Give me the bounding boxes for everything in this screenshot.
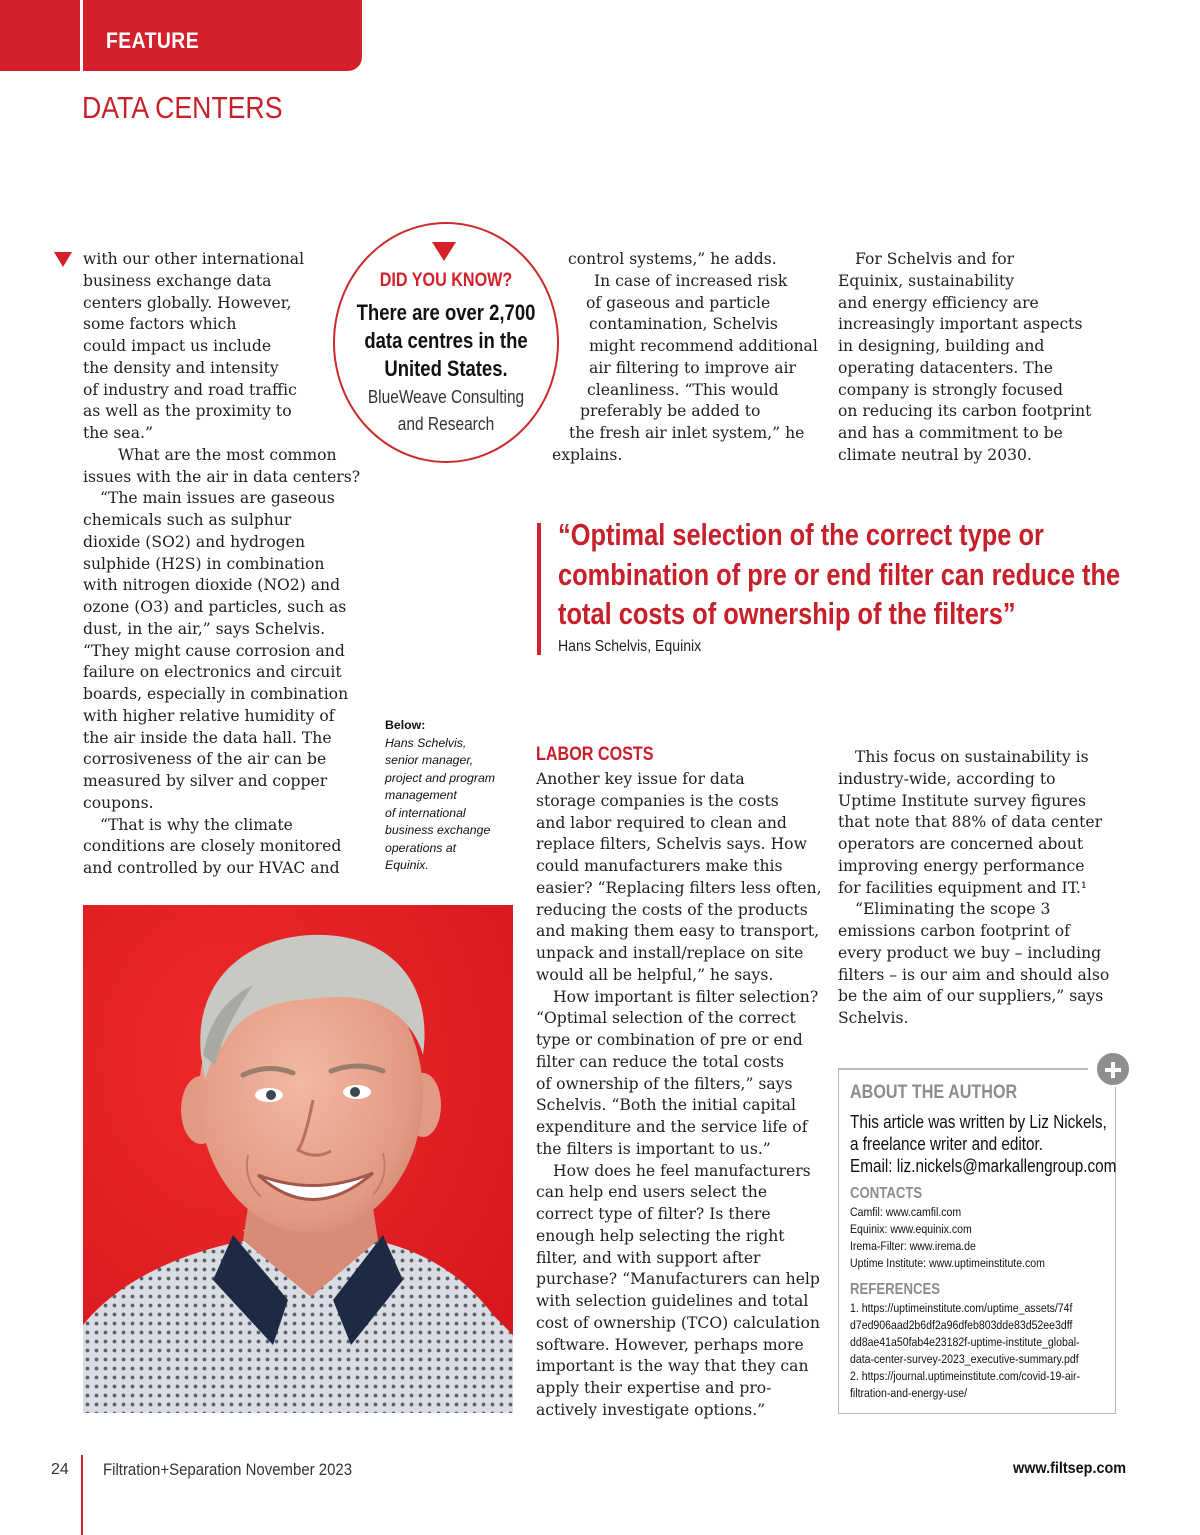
text-line: and making them easy to transport, bbox=[536, 922, 820, 941]
text-line: “That is why the climate bbox=[100, 815, 293, 834]
contacts-heading: CONTACTS bbox=[850, 1185, 923, 1202]
text-line: with nitrogen dioxide (NO2) and bbox=[83, 576, 341, 595]
labor-costs-heading: LABOR COSTS bbox=[536, 744, 654, 765]
text-line: What are the most common bbox=[118, 445, 337, 464]
text-line: type or combination of pre or end bbox=[536, 1031, 803, 1049]
text-line: “Optimal selection of the correct bbox=[536, 1009, 796, 1028]
footer-divider bbox=[81, 1455, 83, 1535]
text-line: the fresh air inlet system,” he bbox=[569, 424, 805, 442]
text-line: storage companies is the costs bbox=[536, 791, 779, 810]
caption-line: of international bbox=[385, 805, 466, 820]
text-line: failure on electronics and circuit bbox=[83, 663, 342, 682]
triangle-marker-icon bbox=[54, 252, 72, 267]
text-line: Schelvis. “Both the initial capital bbox=[536, 1096, 797, 1115]
about-author-heading: ABOUT THE AUTHOR bbox=[850, 1082, 1018, 1103]
text-line: ozone (O3) and particles, such as bbox=[83, 598, 347, 616]
column-1 bbox=[83, 249, 360, 880]
text-line: in designing, building and bbox=[838, 337, 1045, 355]
page-number: 24 bbox=[51, 1461, 69, 1478]
text-line: Schelvis. bbox=[838, 1009, 909, 1027]
text-line: This focus on sustainability is bbox=[855, 748, 1089, 766]
text-line: coupons. bbox=[83, 793, 154, 812]
text-line: measured by silver and copper bbox=[83, 772, 328, 790]
about-author-text bbox=[850, 1111, 1116, 1177]
text-line: “Eliminating the scope 3 bbox=[855, 900, 1051, 919]
about-line: This article was written by Liz Nickels, bbox=[850, 1112, 1107, 1132]
plus-icon bbox=[1095, 1051, 1131, 1087]
text-line: as well as the proximity to bbox=[83, 402, 292, 421]
text-line: increasingly important aspects bbox=[838, 315, 1083, 334]
text-line: expenditure and the service life of bbox=[536, 1118, 808, 1136]
text-line: emissions carbon footprint of bbox=[838, 922, 1070, 940]
text-line: How important is filter selection? bbox=[553, 987, 819, 1006]
source-line: BlueWeave Consulting bbox=[367, 387, 525, 407]
magazine-issue: Filtration+Separation November 2023 bbox=[103, 1460, 353, 1479]
text-line: of industry and road traffic bbox=[83, 380, 297, 399]
text-line: replace filters, Schelvis says. How bbox=[536, 835, 807, 854]
text-line: cost of ownership (TCO) calculation bbox=[536, 1313, 820, 1332]
did-you-know-title: DID YOU KNOW? bbox=[379, 270, 513, 291]
reference-item: data-center-survey-2023_executive-summary.pdf bbox=[850, 1352, 1079, 1366]
text-line: unpack and install/replace on site bbox=[536, 944, 804, 962]
author-email: Email: liz.nickels@markallengroup.com bbox=[850, 1156, 1117, 1176]
caption-line: senior manager, bbox=[385, 753, 474, 767]
text-line: on reducing its carbon footprint bbox=[838, 402, 1092, 421]
column-4 bbox=[838, 747, 1109, 1030]
text-line: boards, especially in combination bbox=[83, 685, 349, 703]
section-title: DATA CENTERS bbox=[82, 90, 283, 125]
text-line: issues with the air in data centers? bbox=[83, 467, 361, 486]
text-line: contamination, Schelvis bbox=[589, 315, 778, 334]
column-2 bbox=[552, 249, 818, 467]
contact-item: Uptime Institute: www.uptimeinstitute.com bbox=[850, 1256, 1045, 1270]
reference-item: 2. https://journal.uptimeinstitute.com/covid-19-air- bbox=[850, 1369, 1081, 1383]
text-line: Equinix, sustainability bbox=[838, 271, 1015, 290]
caption-line: management bbox=[385, 788, 457, 802]
text-line: company is strongly focused bbox=[838, 380, 1063, 399]
text-line: cleanliness. “This would bbox=[587, 380, 779, 399]
text-line: conditions are closely monitored bbox=[83, 837, 342, 856]
pull-quote-bar bbox=[537, 523, 541, 655]
text-line: filters – is our aim and should also bbox=[838, 965, 1110, 984]
references-list bbox=[850, 1300, 1080, 1402]
text-line: “The main issues are gaseous bbox=[100, 489, 335, 508]
text-line: control systems,” he adds. bbox=[568, 250, 777, 268]
text-line: For Schelvis and for bbox=[855, 250, 1015, 268]
fact-line: data centres in the bbox=[364, 328, 528, 353]
text-line: with selection guidelines and total bbox=[536, 1292, 809, 1310]
text-line: centers globally. However, bbox=[83, 293, 292, 312]
did-you-know-source bbox=[349, 384, 543, 438]
did-you-know-fact bbox=[351, 299, 541, 383]
text-line: air filtering to improve air bbox=[589, 358, 796, 377]
reference-item: 1. https://uptimeinstitute.com/uptime_assets/74f bbox=[850, 1301, 1073, 1315]
website-link[interactable]: www.filtsep.com bbox=[1013, 1460, 1127, 1477]
text-line: Another key issue for data bbox=[536, 770, 745, 788]
reference-item: filtration-and-energy-use/ bbox=[850, 1386, 968, 1400]
caption-label: Below: bbox=[385, 718, 426, 732]
text-line: correct type of filter? Is there bbox=[536, 1205, 771, 1223]
text-line: Uptime Institute survey figures bbox=[838, 791, 1086, 810]
text-line: reducing the costs of the products bbox=[536, 900, 808, 919]
text-line: be the aim of our suppliers,” says bbox=[838, 987, 1104, 1006]
text-line: corrosiveness of the air can be bbox=[83, 750, 327, 769]
text-line: business exchange data bbox=[83, 271, 272, 290]
reference-item: d7ed906aad2b6df2a96dfeb803dde83d52ee3dff bbox=[850, 1318, 1073, 1332]
text-line: with higher relative humidity of bbox=[83, 706, 335, 725]
text-line: might recommend additional bbox=[589, 337, 818, 355]
text-line: could impact us include bbox=[83, 337, 272, 355]
about-line: a freelance writer and editor. bbox=[850, 1134, 1044, 1154]
source-line: and Research bbox=[397, 414, 495, 434]
text-line: and has a commitment to be bbox=[838, 424, 1063, 442]
pull-quote-line: combination of pre or end filter can reduce the bbox=[558, 556, 1121, 592]
text-line: purchase? “Manufacturers can help bbox=[536, 1270, 820, 1289]
labor-costs-column bbox=[536, 769, 822, 1422]
text-line: actively investigate options.” bbox=[536, 1400, 766, 1419]
pull-quote-line: “Optimal selection of the correct type or bbox=[558, 517, 1044, 552]
text-line: some factors which bbox=[83, 315, 237, 334]
text-line: dust, in the air,” says Schelvis. bbox=[83, 619, 326, 638]
text-line: easier? “Replacing filters less often, bbox=[536, 878, 822, 897]
fact-line: There are over 2,700 bbox=[356, 300, 536, 325]
contact-item: Equinix: www.equinix.com bbox=[850, 1222, 972, 1236]
photo-caption bbox=[385, 717, 495, 875]
text-line: enough help selecting the right bbox=[536, 1226, 785, 1245]
text-line: operating datacenters. The bbox=[838, 358, 1053, 377]
text-line: operators are concerned about bbox=[838, 835, 1084, 853]
text-line: software. However, perhaps more bbox=[536, 1335, 804, 1354]
reference-item: dd8ae41a50fab4e23182f-uptime-institute_global- bbox=[850, 1335, 1080, 1349]
text-line: the air inside the data hall. The bbox=[83, 728, 332, 747]
pull-quote-author: Hans Schelvis, Equinix bbox=[558, 638, 702, 655]
text-line: of ownership of the filters,” says bbox=[536, 1074, 793, 1093]
text-line: explains. bbox=[552, 445, 623, 464]
text-line: preferably be added to bbox=[580, 402, 761, 421]
triangle-marker-icon bbox=[432, 242, 456, 261]
contact-item: Irema-Filter: www.irema.de bbox=[850, 1239, 976, 1253]
references-heading: REFERENCES bbox=[850, 1281, 941, 1298]
text-line: industry-wide, according to bbox=[838, 769, 1056, 788]
text-line: of gaseous and particle bbox=[586, 293, 771, 312]
text-line: chemicals such as sulphur bbox=[83, 511, 292, 529]
text-line: with our other international bbox=[83, 250, 305, 268]
text-line: filter can reduce the total costs bbox=[536, 1052, 785, 1071]
text-line: climate neutral by 2030. bbox=[838, 445, 1032, 464]
portrait-photo bbox=[83, 905, 513, 1413]
text-line: dioxide (SO2) and hydrogen bbox=[83, 532, 306, 551]
text-line: How does he feel manufacturers bbox=[553, 1161, 811, 1180]
text-line: filter, and with support after bbox=[536, 1248, 761, 1267]
text-line: improving energy performance bbox=[838, 856, 1085, 875]
text-line: In case of increased risk bbox=[594, 271, 788, 290]
caption-line: Equinix. bbox=[385, 858, 429, 872]
text-line: and labor required to clean and bbox=[536, 813, 787, 832]
pull-quote bbox=[558, 515, 1121, 634]
fact-line: United States. bbox=[384, 356, 508, 381]
text-line: would all be helpful,” he says. bbox=[536, 965, 774, 984]
contacts-list bbox=[850, 1204, 1045, 1272]
text-line: every product we buy – including bbox=[838, 943, 1102, 962]
text-line: and energy efficiency are bbox=[838, 293, 1039, 312]
text-line: that note that 88% of data center bbox=[838, 813, 1103, 832]
caption-line: business exchange bbox=[385, 823, 491, 837]
text-line: apply their expertise and pro- bbox=[536, 1379, 772, 1397]
feature-label: FEATURE bbox=[106, 28, 200, 53]
text-line: the filters is important to us.” bbox=[536, 1139, 771, 1158]
caption-line: Hans Schelvis, bbox=[385, 735, 467, 750]
pull-quote-line: total costs of ownership of the filters” bbox=[558, 596, 1016, 631]
text-line: sulphide (H2S) in combination bbox=[83, 554, 325, 573]
text-line: can help end users select the bbox=[536, 1183, 768, 1202]
text-line: and controlled by our HVAC and bbox=[83, 859, 340, 877]
caption-line: project and program bbox=[385, 770, 496, 785]
portrait-illustration bbox=[83, 905, 513, 1413]
text-line: for facilities equipment and IT.¹ bbox=[838, 878, 1088, 897]
text-line: the density and intensity bbox=[83, 358, 279, 377]
text-line: “They might cause corrosion and bbox=[83, 641, 345, 660]
text-line: the sea.” bbox=[83, 424, 153, 442]
contact-item: Camfil: www.camfil.com bbox=[850, 1205, 962, 1219]
caption-line: operations at bbox=[385, 840, 457, 855]
text-line: important is the way that they can bbox=[536, 1357, 809, 1376]
column-3 bbox=[838, 249, 1091, 467]
text-line: could manufacturers make this bbox=[536, 857, 783, 875]
